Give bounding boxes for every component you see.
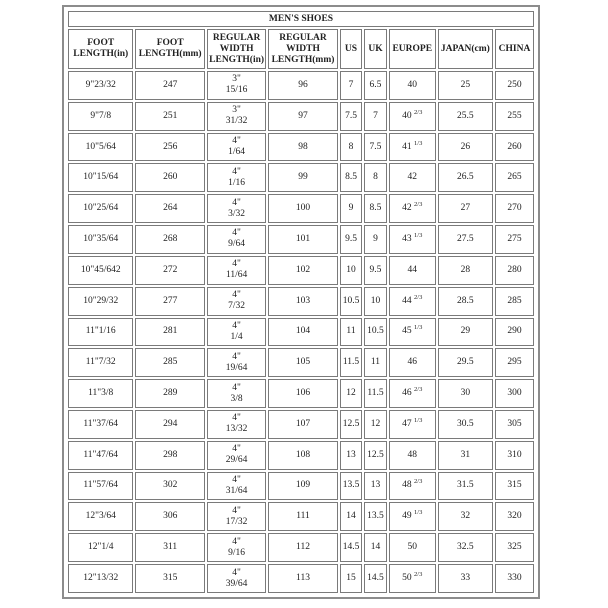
cell-foot-in: 10"45/642 [68,256,133,285]
europe-size-fraction: 1/3 [414,509,423,517]
cell-foot-in: 10"5/64 [68,133,133,162]
europe-size-fraction: 2/3 [414,293,423,301]
cell-foot-in: 10"35/64 [68,225,133,254]
cell-foot-mm: 315 [135,564,205,593]
width-in-whole: 4" [232,474,241,485]
cell-foot-in: 11"57/64 [68,472,133,501]
europe-size-fraction: 1/3 [414,231,423,239]
width-in-fraction: 1/64 [228,147,246,158]
europe-size: 44 [407,264,417,275]
width-in-fraction: 1/4 [230,331,243,342]
cell-china: 320 [495,502,534,531]
cell-foot-mm: 298 [135,441,205,470]
europe-size: 40 [402,110,412,121]
cell-china: 280 [495,256,534,285]
cell-width-mm: 102 [268,256,338,285]
cell-china: 255 [495,102,534,131]
europe-size: 41 [402,141,412,152]
width-in-whole: 4" [232,567,241,578]
europe-size-fraction: 2/3 [414,385,423,393]
col-us-header: US [340,29,362,69]
cell-uk: 14 [364,533,386,562]
width-in-fraction: 19/64 [225,362,248,373]
width-in-fraction: 3/8 [230,393,243,404]
cell-japan: 32 [438,502,493,531]
cell-foot-in: 12"1/4 [68,533,133,562]
width-in-fraction: 17/32 [225,516,248,527]
cell-foot-mm: 277 [135,287,205,316]
europe-size-fraction: 1/3 [414,324,423,332]
width-in-fraction: 13/32 [225,424,248,435]
cell-uk: 9 [364,225,386,254]
cell-foot-in: 11"3/8 [68,379,133,408]
cell-japan: 26 [438,133,493,162]
cell-japan: 28 [438,256,493,285]
europe-size: 42 [407,172,417,183]
width-in-whole: 3" [232,74,241,85]
cell-uk: 9.5 [364,256,386,285]
width-in-whole: 4" [232,444,241,455]
europe-size-fraction: 2/3 [414,201,423,208]
cell-europe [389,163,436,192]
cell-foot-in: 9"23/32 [68,71,133,100]
cell-width-in [207,410,266,439]
cell-uk: 10.5 [364,318,386,347]
cell-china: 310 [495,441,534,470]
width-in-whole: 4" [232,290,241,301]
table-title: MEN'S SHOES [68,11,534,27]
cell-china: 330 [495,564,534,593]
cell-width-in [207,348,266,377]
cell-foot-in: 10"25/64 [68,194,133,223]
cell-china: 260 [495,133,534,162]
cell-width-in [207,71,266,100]
europe-size: 42 [402,203,412,214]
width-in-whole: 4" [232,351,241,362]
europe-size: 40 [407,79,417,90]
europe-size-fraction: 1/3 [414,416,423,424]
cell-us: 7.5 [340,102,362,131]
europe-size-fraction: 1/3 [414,139,423,147]
size-chart-table [66,9,536,595]
cell-europe [389,225,436,254]
cell-china: 290 [495,318,534,347]
width-in-fraction: 9/64 [228,239,246,250]
table-row [68,348,534,377]
cell-width-in [207,533,266,562]
cell-europe [389,102,436,131]
cell-foot-mm: 285 [135,348,205,377]
cell-japan: 31.5 [438,472,493,501]
cell-foot-in: 9"7/8 [68,102,133,131]
cell-japan: 31 [438,441,493,470]
table-row [68,194,534,223]
cell-width-mm: 98 [268,133,338,162]
europe-size: 50 [407,542,417,553]
cell-width-in [207,472,266,501]
width-in-fraction: 9/16 [228,547,246,558]
cell-japan: 29 [438,318,493,347]
cell-foot-in: 11"1/16 [68,318,133,347]
cell-japan: 25.5 [438,102,493,131]
cell-width-mm: 100 [268,194,338,223]
cell-europe [389,379,436,408]
table-row [68,133,534,162]
cell-width-in [207,102,266,131]
col-width-mm-header: REGULAR WIDTH LENGTH(mm) [268,29,338,69]
cell-china: 275 [495,225,534,254]
cell-foot-mm: 256 [135,133,205,162]
cell-width-in [207,318,266,347]
cell-uk: 14.5 [364,564,386,593]
cell-uk: 8 [364,163,386,192]
cell-foot-mm: 264 [135,194,205,223]
cell-china: 285 [495,287,534,316]
cell-foot-in: 11"47/64 [68,441,133,470]
cell-china: 250 [495,71,534,100]
cell-foot-mm: 289 [135,379,205,408]
width-in-whole: 4" [232,228,241,239]
cell-europe [389,348,436,377]
width-in-whole: 4" [232,320,241,331]
cell-width-mm: 107 [268,410,338,439]
col-china-header: CHINA [495,29,534,69]
cell-width-mm: 101 [268,225,338,254]
cell-width-in [207,194,266,223]
size-chart-frame [62,5,540,599]
cell-japan: 29.5 [438,348,493,377]
cell-uk: 8.5 [364,194,386,223]
table-row [68,564,534,593]
cell-us: 12.5 [340,410,362,439]
cell-width-in [207,256,266,285]
cell-china: 305 [495,410,534,439]
europe-size: 50 [402,573,412,583]
table-row [68,287,534,316]
width-in-fraction: 11/64 [225,270,248,281]
cell-uk: 7 [364,102,386,131]
cell-uk: 6.5 [364,71,386,100]
cell-us: 9.5 [340,225,362,254]
table-row [68,533,534,562]
cell-width-mm: 109 [268,472,338,501]
cell-width-in [207,502,266,531]
col-europe-header: EUROPE [389,29,436,69]
cell-us: 13 [340,441,362,470]
width-in-whole: 4" [232,197,241,208]
cell-foot-in: 12"13/32 [68,564,133,593]
cell-foot-mm: 306 [135,502,205,531]
cell-us: 12 [340,379,362,408]
cell-us: 11 [340,318,362,347]
cell-uk: 7.5 [364,133,386,162]
europe-size: 46 [402,388,412,399]
cell-foot-mm: 247 [135,71,205,100]
europe-size: 46 [407,357,417,368]
cell-europe [389,71,436,100]
cell-width-in [207,163,266,192]
cell-foot-mm: 281 [135,318,205,347]
width-in-fraction: 7/32 [228,301,246,312]
cell-europe [389,410,436,439]
cell-foot-in: 10"15/64 [68,163,133,192]
europe-size-fraction: 2/3 [414,108,423,116]
width-in-whole: 4" [232,382,241,393]
cell-foot-in: 11"37/64 [68,410,133,439]
europe-size: 48 [407,449,417,460]
cell-japan: 27.5 [438,225,493,254]
width-in-fraction: 39/64 [225,578,248,589]
cell-china: 315 [495,472,534,501]
width-in-whole: 3" [232,105,241,116]
width-in-fraction: 15/16 [225,85,248,96]
cell-china: 265 [495,163,534,192]
cell-us: 15 [340,564,362,593]
cell-us: 10.5 [340,287,362,316]
cell-japan: 30.5 [438,410,493,439]
table-row [68,256,534,285]
width-in-whole: 4" [232,505,241,516]
cell-uk: 11.5 [364,379,386,408]
width-in-fraction: 29/64 [225,455,248,466]
cell-uk: 11 [364,348,386,377]
width-in-fraction: 3/32 [228,208,246,219]
cell-us: 14.5 [340,533,362,562]
cell-japan: 30 [438,379,493,408]
width-in-whole: 4" [232,259,241,270]
cell-us: 8.5 [340,163,362,192]
cell-europe [389,564,436,593]
cell-china: 325 [495,533,534,562]
europe-size: 47 [402,418,412,429]
cell-width-in [207,133,266,162]
cell-europe [389,133,436,162]
cell-japan: 25 [438,71,493,100]
cell-width-mm: 111 [268,502,338,531]
cell-width-mm: 108 [268,441,338,470]
width-in-whole: 4" [232,536,241,547]
europe-size: 43 [402,233,412,244]
cell-japan: 28.5 [438,287,493,316]
cell-foot-in: 12"3/64 [68,502,133,531]
cell-width-in [207,379,266,408]
col-foot-mm-header: FOOT LENGTH(mm) [135,29,205,69]
cell-japan: 32.5 [438,533,493,562]
cell-foot-mm: 251 [135,102,205,131]
cell-foot-in: 11"7/32 [68,348,133,377]
cell-uk: 13.5 [364,502,386,531]
col-uk-header: UK [364,29,386,69]
cell-europe [389,472,436,501]
table-row [68,163,534,192]
width-in-fraction: 31/64 [225,485,248,496]
cell-foot-mm: 272 [135,256,205,285]
cell-us: 11.5 [340,348,362,377]
europe-size: 49 [402,511,412,522]
cell-foot-mm: 294 [135,410,205,439]
cell-us: 9 [340,194,362,223]
table-row [68,102,534,131]
cell-us: 13.5 [340,472,362,501]
cell-uk: 13 [364,472,386,501]
cell-width-mm: 103 [268,287,338,316]
europe-size: 44 [402,295,412,306]
size-rows [68,71,534,593]
cell-foot-in: 10"29/32 [68,287,133,316]
table-row [68,502,534,531]
cell-foot-mm: 311 [135,533,205,562]
cell-japan: 26.5 [438,163,493,192]
cell-china: 300 [495,379,534,408]
europe-size-fraction: 2/3 [414,570,423,578]
cell-uk: 10 [364,287,386,316]
cell-china: 295 [495,348,534,377]
cell-foot-mm: 268 [135,225,205,254]
table-row [68,379,534,408]
cell-japan: 27 [438,194,493,223]
cell-width-mm: 104 [268,318,338,347]
cell-japan: 33 [438,564,493,593]
cell-width-mm: 113 [268,564,338,593]
cell-width-in [207,225,266,254]
cell-uk: 12 [364,410,386,439]
width-in-whole: 4" [232,413,241,424]
cell-uk: 12.5 [364,441,386,470]
cell-width-mm: 106 [268,379,338,408]
cell-us: 14 [340,502,362,531]
cell-china: 270 [495,194,534,223]
cell-europe [389,256,436,285]
cell-width-in [207,564,266,593]
width-in-whole: 4" [232,136,241,147]
width-in-fraction: 1/16 [228,177,246,188]
col-width-in-header: REGULAR WIDTH LENGTH(in) [207,29,266,69]
table-row [68,318,534,347]
cell-foot-mm: 302 [135,472,205,501]
width-in-fraction: 31/32 [225,116,248,127]
cell-us: 10 [340,256,362,285]
cell-width-mm: 96 [268,71,338,100]
cell-europe [389,194,436,223]
europe-size-fraction: 2/3 [414,478,423,486]
cell-us: 8 [340,133,362,162]
cell-europe [389,287,436,316]
europe-size: 45 [402,326,412,337]
cell-width-mm: 112 [268,533,338,562]
cell-width-mm: 99 [268,163,338,192]
table-row [68,71,534,100]
col-japan-header: JAPAN(cm) [438,29,493,69]
table-row [68,472,534,501]
cell-europe [389,502,436,531]
cell-width-mm: 97 [268,102,338,131]
cell-europe [389,441,436,470]
table-row [68,225,534,254]
europe-size: 48 [402,480,412,491]
cell-europe [389,318,436,347]
table-row [68,441,534,470]
cell-foot-mm: 260 [135,163,205,192]
cell-us: 7 [340,71,362,100]
width-in-whole: 4" [232,166,241,177]
col-foot-in-header: FOOT LENGTH(in) [68,29,133,69]
cell-width-in [207,441,266,470]
cell-width-mm: 105 [268,348,338,377]
table-row [68,410,534,439]
cell-europe [389,533,436,562]
cell-width-in [207,287,266,316]
